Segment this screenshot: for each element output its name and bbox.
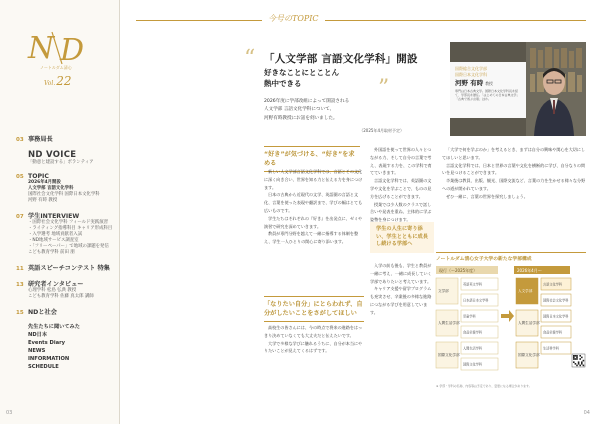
body-paragraph: ぜひ一緒に、言葉の世界を探究しましょう。 — [446, 193, 528, 199]
qr-code-module — [576, 357, 578, 359]
page-number-left: 03 — [6, 410, 13, 416]
toc-row — [16, 307, 116, 316]
toc-subitem: ・入学選考 地域貢献者入試 — [28, 232, 83, 237]
svg-text:N: N — [28, 31, 55, 66]
diagram-title: ノートルダム清心女子大学の新たな学部構成 — [436, 257, 532, 262]
table-of-contents — [16, 134, 116, 378]
qr-code-module — [578, 363, 580, 365]
professor-nameplate — [450, 62, 526, 118]
section-heading-2: 「なりたい自分」にとらわれず、自分がしたいことをさがしてほしい — [264, 296, 364, 322]
body-column-3 — [442, 146, 586, 246]
nd-logo — [22, 26, 92, 72]
diagram-right-faculty: 人文学部 — [518, 289, 533, 293]
left-page-toc — [0, 0, 120, 424]
qr-code-module — [576, 358, 578, 360]
toc-subitem: ・国際社会文化学科 フィールド実践演習 — [28, 220, 108, 225]
toc-subitem: SCHEDULE — [28, 364, 59, 370]
toc-row — [16, 211, 116, 220]
toc-page-number: 15 — [16, 310, 24, 316]
diagram-left-dept: 英語英文学科 — [463, 282, 483, 287]
toc-title: TOPIC — [28, 173, 49, 180]
page-number-right: 04 — [583, 410, 590, 416]
qr-code-module — [581, 361, 583, 363]
diagram-right-dept: 食品栄養学科 — [543, 330, 563, 335]
toc-row — [16, 173, 116, 180]
subhead-line-1: 好きなことにとことん — [264, 68, 339, 77]
toc-subitem: 人文学部 言語文化学科 — [28, 186, 74, 191]
qr-code-module — [573, 361, 575, 363]
diagram-left-dept: 児童学科 — [463, 314, 476, 319]
quote-open-mark: “ — [244, 46, 256, 71]
diagram-left-header: 現行（〜2025年度） — [439, 267, 478, 273]
diagram-right-dept: 国際日本文化学科 — [543, 314, 569, 319]
body-paragraph: 卒業後は教員、出版、観光、国際交流など、言葉の力を生かせる様々な分野への道が開かれています。 — [442, 178, 586, 191]
toc-subitem: 国際社会文化学科 国際日本文化学科 — [28, 192, 100, 197]
toc-section[interactable] — [16, 173, 116, 204]
diagram-left-faculty: 文学部 — [438, 289, 449, 293]
qr-code-module — [573, 357, 575, 359]
professor-name: 河野 有時 — [455, 79, 484, 87]
diagram-left-dept: 日本語日本文学科 — [463, 298, 489, 303]
body-paragraph: 言語文化学科では、英語圏の文学や文化を学ぶことで、ものの見方を広げることができます。 — [370, 178, 432, 199]
qr-code-module — [583, 360, 585, 362]
subhead-line-2: 熱中できる — [264, 79, 302, 88]
nameplate-bio: 専門は日本古典文学。国際日本文化学科長を経て、学部長を歴任。「はじめての日本古典文学」「古典で遊ぶ言葉」ほか。 — [455, 89, 520, 102]
body-paragraph: 学生たちはそれぞれの『好き』を出発点に、ゼミや演習で研究を深めていきます。 — [264, 215, 363, 229]
toc-row — [16, 263, 116, 272]
quote-close-mark: ” — [378, 76, 390, 101]
topic-label: 今号のTOPIC — [262, 13, 325, 24]
diagram-right-header: 2026年4月〜 — [517, 267, 542, 273]
diagram-right-dept: 国際社会文化学科 — [543, 298, 569, 303]
toc-title: NDと社会 — [28, 309, 57, 316]
toc-subitem: こども教育学科 佐藤 真太郎 講師 — [28, 294, 94, 299]
qr-code-module — [581, 363, 583, 365]
toc-subitem: こども教育学科 前田 朋 — [28, 250, 75, 255]
qr-code-module — [575, 355, 577, 357]
toc-subitem: 2026年4月開設 — [28, 180, 61, 185]
toc-page-number: 11 — [16, 266, 24, 272]
nameplate-department: 国際日本文化学科 — [455, 71, 487, 77]
qr-code-module — [576, 365, 578, 367]
body-paragraph: 大学で多様な学びに触れるうちに、自分が本当にやりたいことが見えてくるはずです。 — [264, 340, 363, 354]
toc-page-number: 03 — [16, 137, 24, 143]
body-paragraph: 教員が専門分野を越えて一緒に指導する体制を整え、学生一人ひとりの関心に寄り添います。 — [264, 231, 359, 245]
diagram-left-dept: 人間生活学科 — [463, 346, 483, 351]
toc-subitem: ・ライティング指導科目 キャリア形成科目 — [28, 226, 113, 231]
diagram-right-faculty: 国際文化学部 — [518, 353, 540, 357]
qr-code-module — [575, 358, 577, 360]
svg-text:ノートルダム清心: ノートルダム清心 — [40, 65, 72, 70]
diagram-left-dept: 国際文化学科 — [463, 362, 483, 367]
body-paragraph: 「大学で何を学ぶのか」を考えるとき、まずは自分の興味や関心を大切にしてほしいと思います。 — [442, 147, 586, 160]
body-paragraph: 入学の前も後も、学生と教員が一緒に考え、一緒に成長していく学部でありたいと考えています。 — [370, 263, 432, 284]
qr-code-module — [579, 358, 581, 360]
diagram-left-faculty: 人間生活学部 — [438, 321, 460, 325]
body-column-1b — [264, 324, 364, 394]
body-column-2b — [370, 262, 434, 392]
toc-section[interactable] — [16, 263, 116, 272]
qr-code-module — [579, 355, 581, 357]
toc-subitem: 先生たちに聞いてみた — [28, 324, 80, 330]
qr-code-module — [573, 355, 575, 357]
body-column-2 — [370, 146, 434, 223]
toc-section[interactable] — [16, 211, 116, 256]
qr-code-module — [583, 365, 585, 367]
toc-row — [16, 279, 116, 288]
toc-subitem: ND日本 — [28, 332, 48, 338]
qr-code-module — [573, 358, 575, 360]
toc-subitem: 「動意と建設する」ボランティア — [28, 160, 94, 165]
topic-rule — [136, 20, 586, 21]
toc-title: ND VOICE — [28, 150, 77, 160]
body-column-1 — [264, 168, 364, 292]
toc-subitem: INFORMATION — [28, 356, 70, 362]
toc-title: 研究者インタビュー — [28, 281, 84, 288]
diagram-note: ※ 学部・学科の名称、内容等は予定であり、変更になる場合があります。 — [436, 384, 532, 388]
toc-section[interactable] — [16, 134, 116, 143]
body-paragraph: 高校生の皆さんには、今の時点で将来の進路をはっきり決めていなくても大丈夫だと伝えたいです。 — [264, 325, 363, 338]
toc-title: 事務局長 — [28, 136, 53, 143]
toc-section[interactable] — [16, 323, 116, 371]
qr-code-module — [579, 365, 581, 367]
body-paragraph: 言語文化学科では、日本と世界の言葉や文化を横断的に学び、自分なりの問いを見つけることができます。 — [442, 162, 586, 176]
toc-page-number: 07 — [16, 214, 24, 220]
diagram-right-dept: 生活科学科 — [543, 346, 559, 351]
volume-prefix: Vol. — [44, 80, 56, 87]
toc-subitem: 河野 有時 教授 — [28, 198, 58, 203]
nameplate-faculty: 国際総合文化学部 — [455, 66, 487, 71]
nameplate-name — [455, 78, 521, 87]
toc-subitem: NEWS — [28, 348, 46, 354]
qr-code-module — [578, 361, 580, 363]
lede-line: 2026年度に学部改組によって開設される — [264, 99, 350, 104]
article-headline: 「人文学部 言語文化学科」開設 — [264, 53, 418, 65]
diagram-right-dept: 言語文化学科 — [543, 282, 563, 287]
toc-subitem: 心理学科 松島 弘典 教授 — [28, 288, 77, 293]
qr-code-module — [581, 357, 583, 359]
toc-section[interactable] — [16, 307, 116, 316]
qr-code-module — [575, 363, 577, 365]
body-paragraph: 日本の古典から近現代の文学、英語圏の言語と文化、言葉を使った表現や翻訳まで、学びの幅はとても広いものです。 — [264, 192, 363, 213]
toc-title: 英語スピーチコンテスト 特集 — [28, 265, 110, 272]
volume-number — [44, 74, 72, 88]
volume-value: 22 — [56, 74, 72, 88]
toc-subitem: ・「フリーペーパー」で地域の課題を発信 — [28, 244, 109, 249]
toc-subitem: ・ND地域サービス調査室 — [28, 238, 79, 243]
article-subhead — [264, 67, 339, 89]
toc-page-number: 05 — [16, 174, 24, 180]
diagram-left-dept: 食品栄養学科 — [463, 330, 483, 335]
interview-date: （2025年4月取材予定） — [359, 128, 404, 133]
body-paragraph: 授業では少人数のクラスで話し合いや発表を重ね、主体的に学ぶ姿勢を身につけます。 — [370, 201, 432, 223]
qr-code-module — [576, 355, 578, 357]
toc-page-number: 13 — [16, 282, 24, 288]
diagram-left-faculty: 国際文化学部 — [438, 353, 460, 357]
toc-section[interactable] — [16, 150, 116, 166]
toc-subitem: Events Diary — [28, 340, 66, 346]
toc-section[interactable] — [16, 279, 116, 300]
section-heading-1: “好き”が気づける、“好き”を求める — [264, 146, 360, 172]
toc-title: 学生INTERVIEW — [28, 213, 80, 220]
lede-line: 人文学部 言語文化学科について、 — [264, 107, 335, 113]
svg-text:D: D — [60, 33, 85, 68]
diagram-right-faculty: 人間生活学部 — [518, 321, 540, 325]
toc-row — [16, 150, 116, 160]
diagram-rule — [436, 252, 586, 253]
section-heading-3: 学生の人生に寄り添い、学生とともに成長し続ける学部へ — [370, 222, 434, 253]
faculty-structure-diagram — [436, 264, 586, 382]
lede-line: 河野有時教授にお話を伺いました。 — [264, 115, 338, 121]
diagram-arrow — [501, 310, 514, 322]
article-lede — [264, 98, 414, 123]
professor-role: 教授 — [485, 81, 493, 86]
toc-row — [16, 134, 116, 143]
body-paragraph: キャリア支援や留学プログラムも充実させ、卒業後の多様な進路につながる学びを用意しています。 — [370, 286, 432, 315]
body-paragraph: 外国語を使って世界の人々とつながる力、そして自分の言葉で考え、表現する力を、この学科で育てていきます。 — [370, 147, 432, 176]
right-page-topic — [120, 0, 600, 424]
body-paragraph: 新しい人文学部言語文化学科では、言語とその文化に深く向き合い、世界を知る力と伝える力を身につけます。 — [264, 169, 363, 190]
